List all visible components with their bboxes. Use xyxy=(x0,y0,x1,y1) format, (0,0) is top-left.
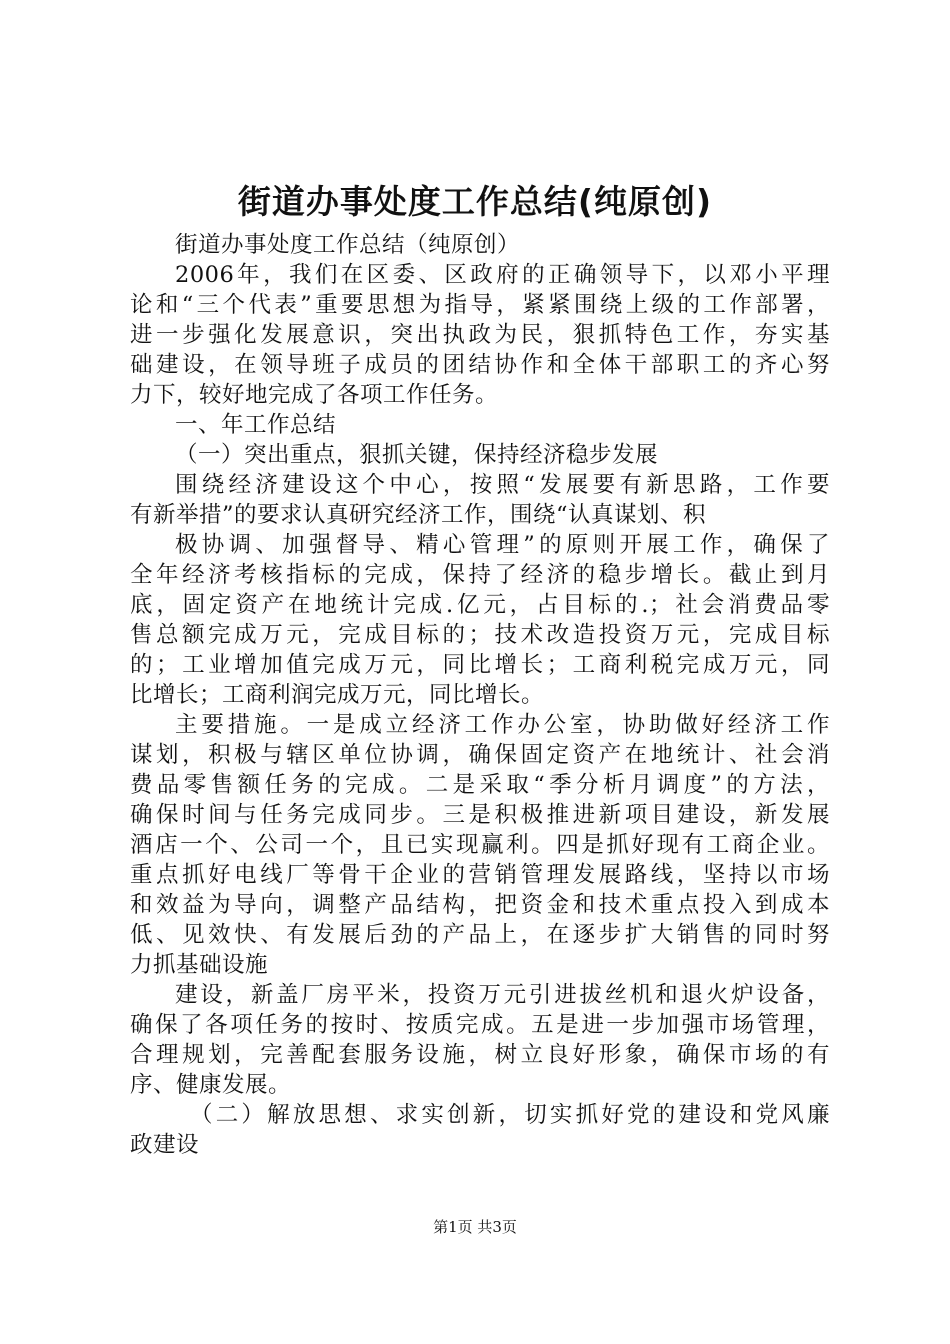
body-line: 酒店一个、公司一个，且已实现赢利。四是抓好现有工商企业。 xyxy=(130,832,830,858)
body-line: 合理规划，完善配套服务设施，树立良好形象，确保市场的有 xyxy=(130,1042,830,1068)
body-line: 础建设，在领导班子成员的团结协作和全体干部职工的齐心努 xyxy=(130,352,830,378)
document-title: 街道办事处度工作总结(纯原创) xyxy=(237,182,713,221)
body-line: 和效益为导向，调整产品结构，把资金和技术重点投入到成本 xyxy=(130,892,830,918)
body-line: 主要措施。一是成立经济工作办公室，协助做好经济工作 xyxy=(175,712,830,738)
body-line: 比增长；工商利润完成万元，同比增长。 xyxy=(130,682,545,708)
body-line-subtitle: 街道办事处度工作总结（纯原创） xyxy=(175,232,521,258)
body-line: 力抓基础设施 xyxy=(130,952,269,978)
body-line: 底，固定资产在地统计完成.亿元，占目标的.；社会消费品零 xyxy=(130,592,830,618)
body-line: 序、健康发展。 xyxy=(130,1072,292,1098)
body-line: 2006年，我们在区委、区政府的正确领导下，以邓小平理 xyxy=(175,262,830,288)
section-heading: 一、年工作总结 xyxy=(175,412,337,438)
body-line: 低、见效快、有发展后劲的产品上，在逐步扩大销售的同时努 xyxy=(130,922,830,948)
subsection-heading: （一）突出重点，狠抓关键，保持经济稳步发展 xyxy=(175,442,659,468)
body-line: 售总额完成万元，完成目标的；技术改造投资万元，完成目标 xyxy=(130,622,830,648)
body-line: 论和“三个代表”重要思想为指导，紧紧围绕上级的工作部署， xyxy=(130,292,830,318)
body-line: 建设，新盖厂房平米，投资万元引进拔丝机和退火炉设备， xyxy=(175,982,830,1008)
body-line: 谋划，积极与辖区单位协调，确保固定资产在地统计、社会消 xyxy=(130,742,830,768)
body-line: 重点抓好电线厂等骨干企业的营销管理发展路线，坚持以市场 xyxy=(130,862,830,888)
document-body xyxy=(130,230,830,1160)
body-line: 全年经济考核指标的完成，保持了经济的稳步增长。截止到月 xyxy=(130,562,830,588)
body-line: 的；工业增加值完成万元，同比增长；工商利税完成万元，同 xyxy=(130,652,830,678)
body-line: 费品零售额任务的完成。二是采取“季分析月调度”的方法， xyxy=(130,772,830,798)
subsection-heading: （二）解放思想、求实创新，切实抓好党的建设和党风廉 xyxy=(190,1102,830,1128)
body-line: 极协调、加强督导、精心管理”的原则开展工作，确保了 xyxy=(175,532,830,558)
body-line: 确保了各项任务的按时、按质完成。五是进一步加强市场管理， xyxy=(130,1012,830,1038)
body-line: 有新举措”的要求认真研究经济工作，围绕“认真谋划、积 xyxy=(130,502,707,528)
body-line: 政建设 xyxy=(130,1132,200,1158)
body-line: 确保时间与任务完成同步。三是积极推进新项目建设，新发展 xyxy=(130,802,830,828)
body-line: 围绕经济建设这个中心，按照“发展要有新思路，工作要 xyxy=(175,472,830,498)
body-line: 力下，较好地完成了各项工作任务。 xyxy=(130,382,499,408)
body-line: 进一步强化发展意识，突出执政为民，狠抓特色工作，夯实基 xyxy=(130,322,830,348)
page-footer: 第1页 共3页 xyxy=(433,1218,517,1236)
